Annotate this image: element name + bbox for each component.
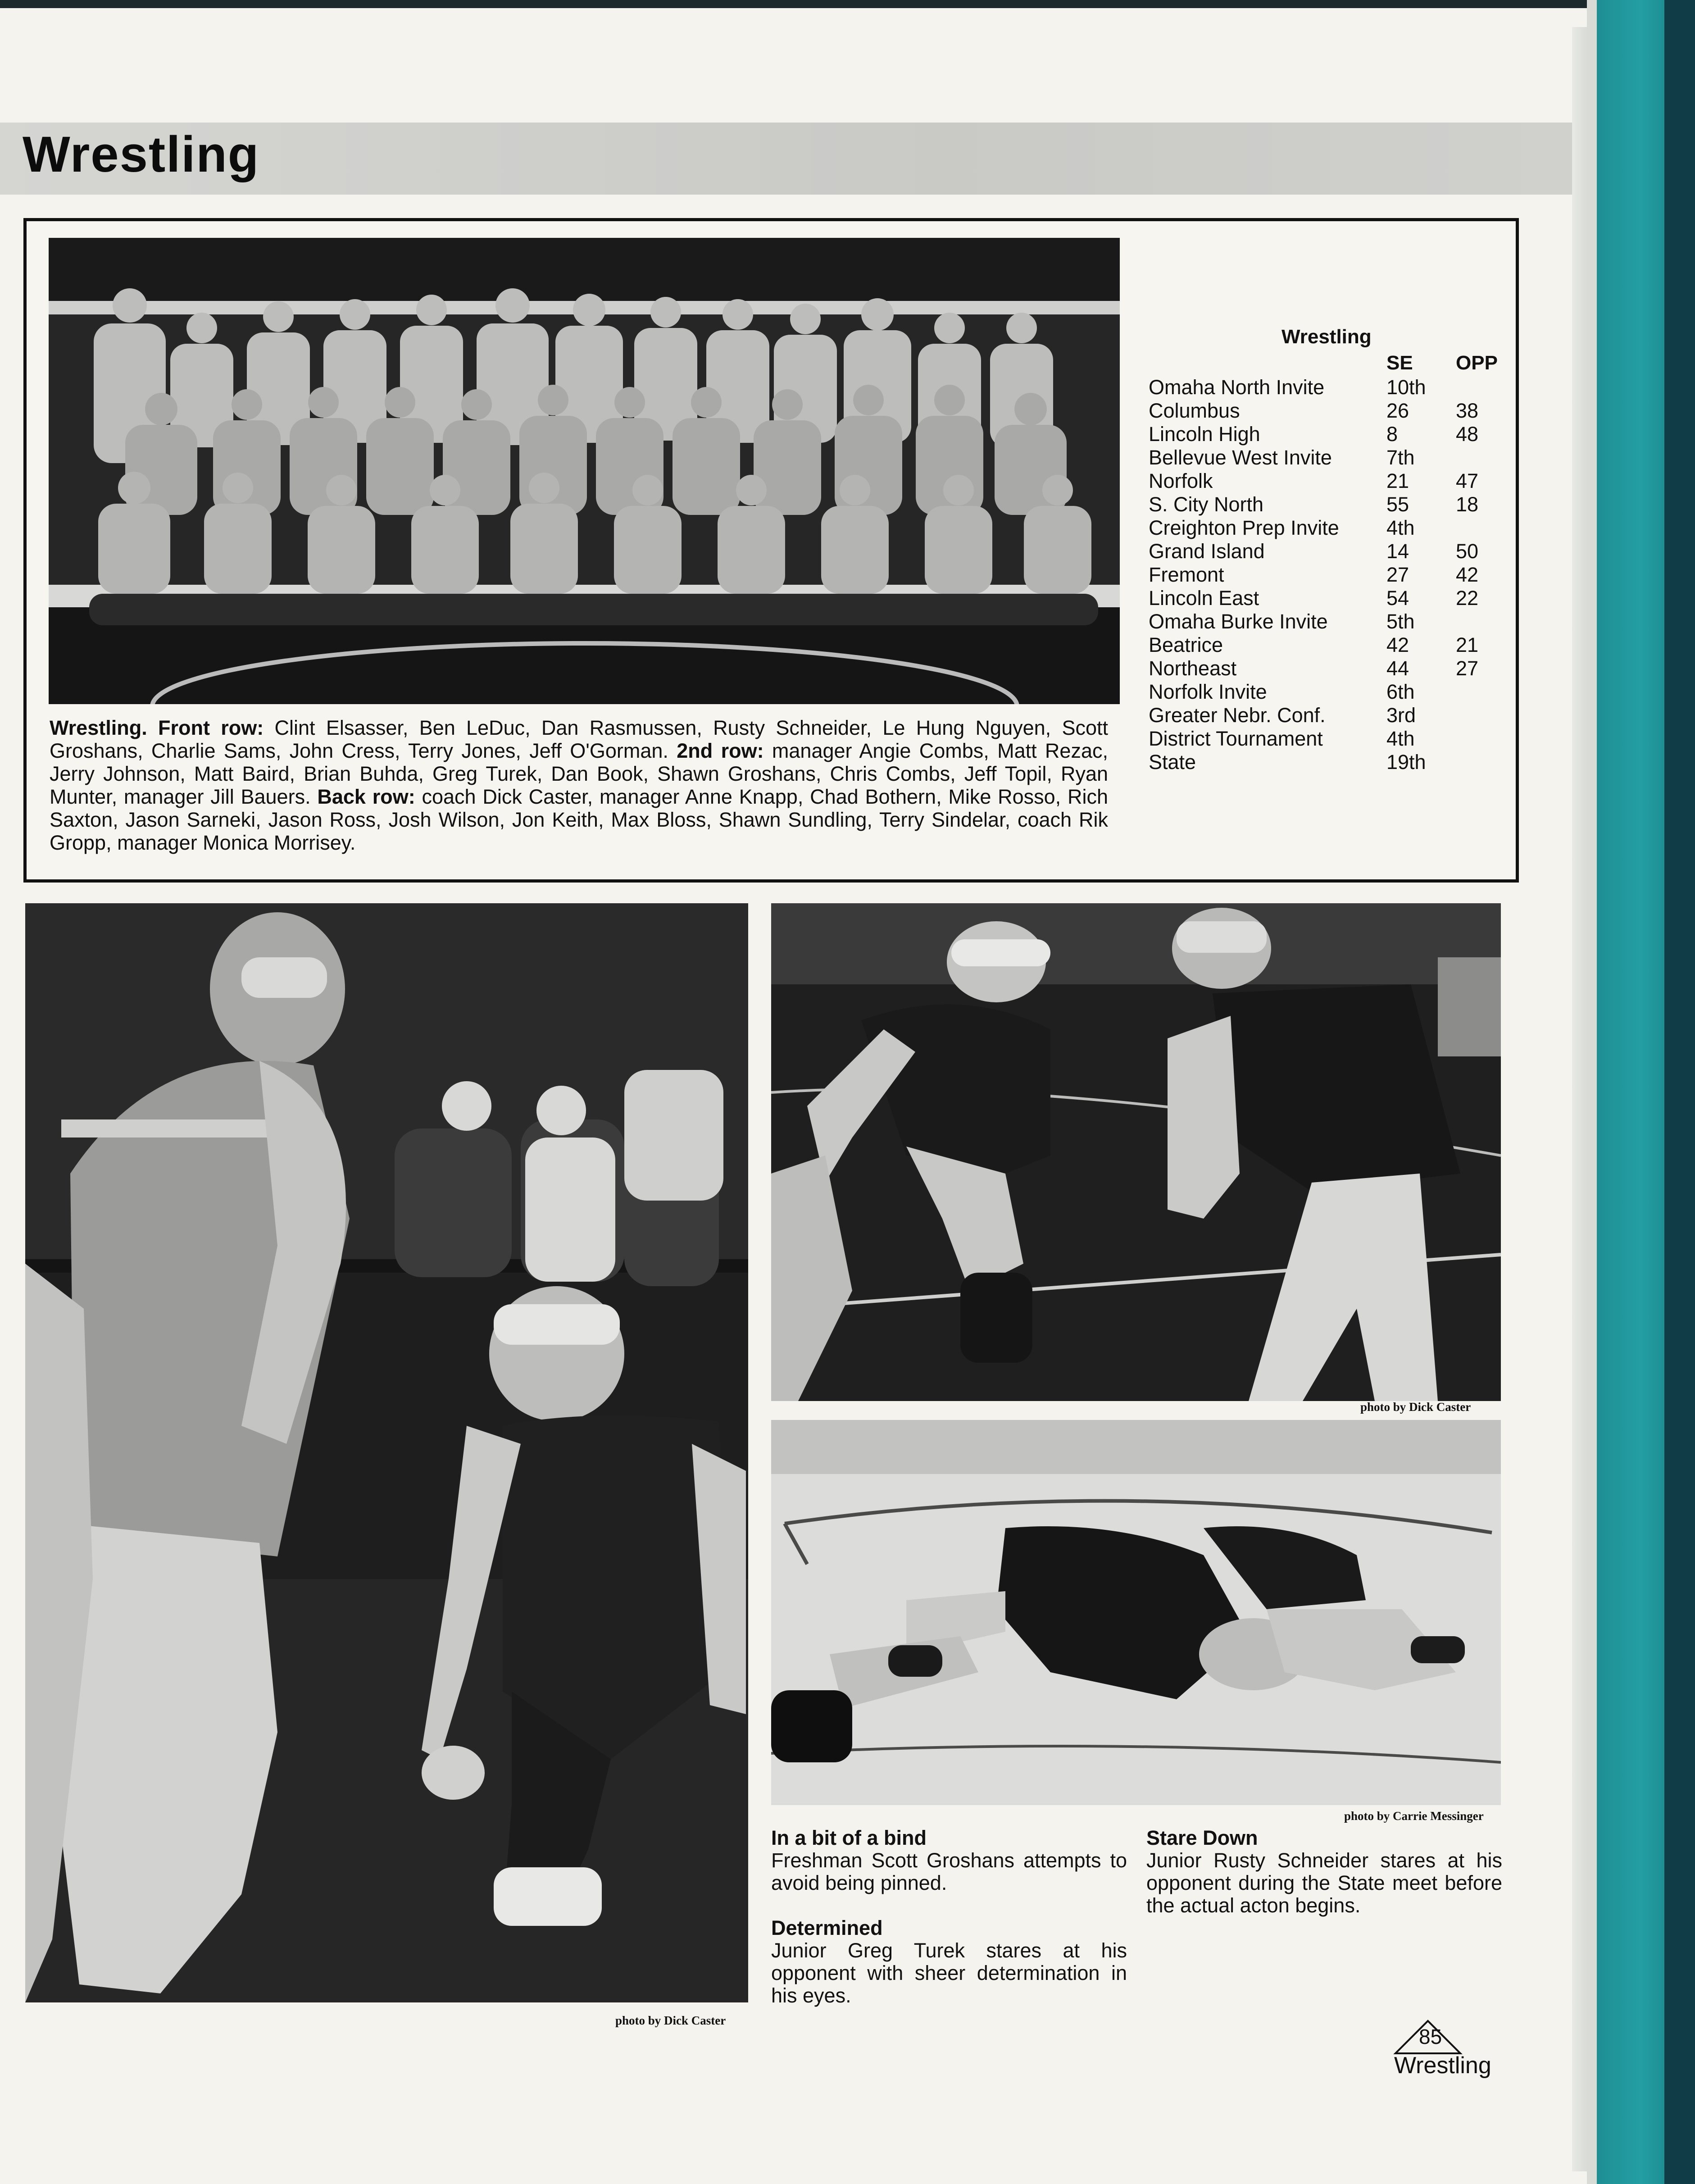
credit-left-photo: photo by Dick Caster bbox=[615, 2014, 726, 2027]
credit-bottom-right-photo: photo by Carrie Messinger bbox=[1344, 1809, 1484, 1823]
front-row-label: Front row: bbox=[158, 716, 264, 739]
schedule-row bbox=[1149, 469, 1500, 493]
schedule-row bbox=[1149, 727, 1500, 751]
schedule-opponent: Creighton Prep Invite bbox=[1149, 516, 1339, 539]
schedule-row bbox=[1149, 657, 1500, 680]
front-row-names: Clint Elsasser, Ben LeDuc, Dan Rasmussen, Rusty Schneider, Le Hung Nguyen, Scott Groshans, Charlie Sams, John Cress, Terry Jones, Jeff O'Gorman. bbox=[50, 716, 1108, 762]
team-photo bbox=[49, 238, 1120, 704]
col-header-se: SE bbox=[1386, 352, 1413, 374]
schedule-opponent: Bellevue West Invite bbox=[1149, 446, 1332, 469]
schedule-row bbox=[1149, 751, 1500, 774]
schedule-se-score: 4th bbox=[1386, 516, 1415, 539]
schedule-opp-score: 18 bbox=[1456, 493, 1479, 516]
schedule-se-score: 42 bbox=[1386, 633, 1409, 656]
back-row-names: coach Dick Caster, manager Anne Knapp, Chad Bothern, Mike Rosso, Rich Saxton, Jason Sarneki, Jason Ross, Josh Wilson, Jon Keith, Max Bloss, Shawn Sundling, Terry Sindelar, coach Rik Gropp, manager Monica Morrisey. bbox=[50, 785, 1108, 854]
schedule-se-score: 44 bbox=[1386, 657, 1409, 680]
book-cover-edge bbox=[1597, 0, 1695, 2184]
schedule-opp-score: 22 bbox=[1456, 587, 1479, 610]
folio-section: Wrestling bbox=[1394, 2052, 1491, 2079]
schedule-se-score: 19th bbox=[1386, 751, 1426, 774]
schedule-opponent: Columbus bbox=[1149, 399, 1240, 422]
schedule-opponent: Northeast bbox=[1149, 657, 1237, 680]
schedule-se-score: 8 bbox=[1386, 423, 1398, 446]
second-row-names: manager Angie Combs, Matt Rezac, Jerry Johnson, Matt Baird, Brian Buhda, Greg Turek, Dan Book, Shawn Groshans, Chris Combs, Jeff Topil, Ryan Munter, manager Jill Bauers. bbox=[50, 739, 1108, 808]
schedule-title: Wrestling bbox=[1281, 326, 1372, 348]
schedule-opp-score: 38 bbox=[1456, 399, 1479, 422]
caption-determined-body: Junior Greg Turek stares at his opponent with sheer determination in his eyes. bbox=[771, 1939, 1127, 2007]
schedule-row bbox=[1149, 516, 1500, 540]
schedule-se-score: 4th bbox=[1386, 727, 1415, 750]
schedule-row bbox=[1149, 563, 1500, 587]
col-header-opp: OPP bbox=[1456, 352, 1498, 374]
schedule-opponent: Grand Island bbox=[1149, 540, 1265, 563]
schedule-se-score: 26 bbox=[1386, 399, 1409, 422]
credit-top-right-photo: photo by Dick Caster bbox=[1360, 1400, 1471, 1414]
schedule-row bbox=[1149, 376, 1500, 399]
page-top-edge bbox=[0, 0, 1695, 8]
schedule-se-score: 27 bbox=[1386, 563, 1409, 586]
schedule-row bbox=[1149, 610, 1500, 633]
top-right-action-photo bbox=[771, 903, 1501, 1401]
second-row-label: 2nd row: bbox=[677, 739, 764, 762]
schedule-row bbox=[1149, 446, 1500, 469]
schedule-row bbox=[1149, 633, 1500, 657]
caption-bind bbox=[771, 1827, 1127, 1894]
caption-stare-body: Junior Rusty Schneider stares at his opponent during the State meet before the actual acton begins. bbox=[1146, 1849, 1502, 1917]
section-title: Wrestling bbox=[23, 126, 260, 182]
back-row-label: Back row: bbox=[317, 785, 415, 808]
schedule-row bbox=[1149, 540, 1500, 563]
bottom-right-action-photo bbox=[771, 1420, 1501, 1805]
caption-stare-heading: Stare Down bbox=[1146, 1826, 1258, 1849]
schedule-se-score: 6th bbox=[1386, 680, 1415, 703]
schedule-row bbox=[1149, 680, 1500, 704]
schedule-opp-score: 48 bbox=[1456, 423, 1479, 446]
schedule-opponent: S. City North bbox=[1149, 493, 1264, 516]
caption-determined-heading: Determined bbox=[771, 1916, 883, 1939]
page-number: 85 bbox=[1419, 2025, 1442, 2048]
caption-bind-body: Freshman Scott Groshans attempts to avoid being pinned. bbox=[771, 1849, 1127, 1894]
schedule-opponent: Lincoln East bbox=[1149, 587, 1259, 610]
schedule-opp-score: 50 bbox=[1456, 540, 1479, 563]
schedule-se-score: 54 bbox=[1386, 587, 1409, 610]
schedule-se-score: 10th bbox=[1386, 376, 1426, 399]
schedule-se-score: 5th bbox=[1386, 610, 1415, 633]
schedule-opponent: Norfolk Invite bbox=[1149, 680, 1267, 703]
schedule-se-score: 3rd bbox=[1386, 704, 1416, 727]
schedule-opponent: Fremont bbox=[1149, 563, 1224, 586]
schedule-se-score: 21 bbox=[1386, 469, 1409, 492]
schedule-opponent: State bbox=[1149, 751, 1196, 774]
schedule-se-score: 55 bbox=[1386, 493, 1409, 516]
schedule-opponent: Beatrice bbox=[1149, 633, 1223, 656]
left-action-photo bbox=[25, 903, 748, 2002]
schedule-row bbox=[1149, 423, 1500, 446]
schedule-opp-score: 27 bbox=[1456, 657, 1479, 680]
schedule-row bbox=[1149, 587, 1500, 610]
schedule-opponent: Omaha North Invite bbox=[1149, 376, 1325, 399]
schedule-opponent: Norfolk bbox=[1149, 469, 1213, 492]
caption-determined bbox=[771, 1917, 1127, 2007]
schedule-row bbox=[1149, 399, 1500, 423]
schedule-opponent: Omaha Burke Invite bbox=[1149, 610, 1328, 633]
team-photo-caption bbox=[50, 716, 1108, 854]
schedule-row bbox=[1149, 493, 1500, 516]
caption-bind-heading: In a bit of a bind bbox=[771, 1826, 927, 1849]
schedule-opponent: Greater Nebr. Conf. bbox=[1149, 704, 1326, 727]
schedule-se-score: 14 bbox=[1386, 540, 1409, 563]
schedule-opponent: District Tournament bbox=[1149, 727, 1323, 750]
caption-lead: Wrestling. bbox=[50, 716, 147, 739]
caption-stare-down bbox=[1146, 1827, 1502, 1917]
schedule-opp-score: 21 bbox=[1456, 633, 1479, 656]
schedule-opponent: Lincoln High bbox=[1149, 423, 1260, 446]
schedule-se-score: 7th bbox=[1386, 446, 1415, 469]
schedule-row bbox=[1149, 704, 1500, 727]
schedule-opp-score: 47 bbox=[1456, 469, 1479, 492]
schedule-opp-score: 42 bbox=[1456, 563, 1479, 586]
